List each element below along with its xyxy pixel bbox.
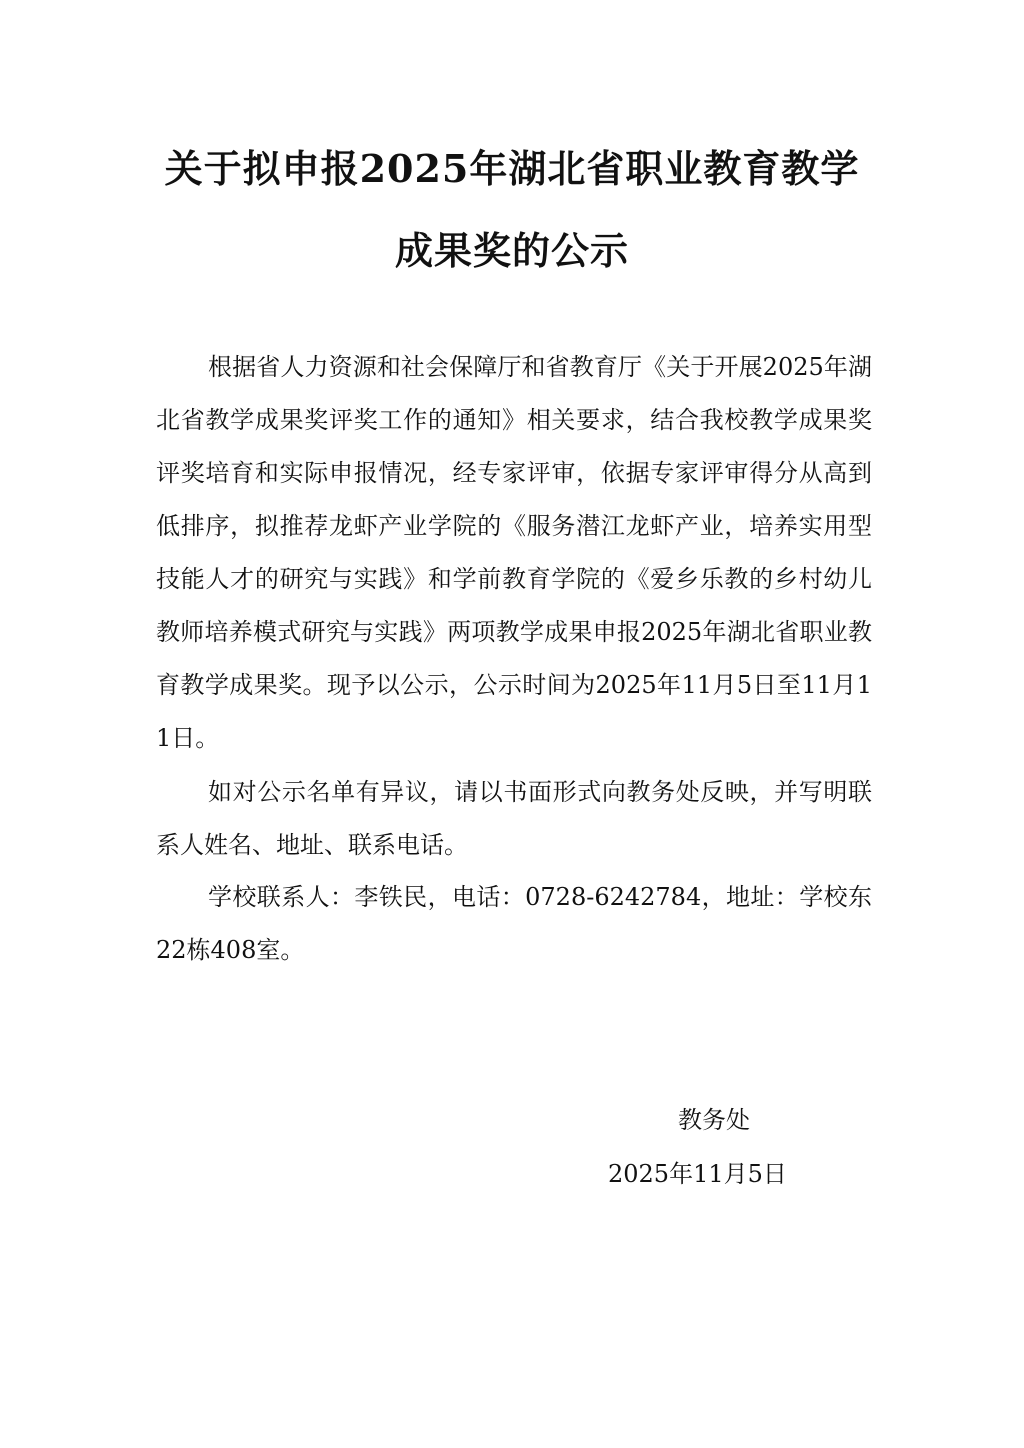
signature-date: 2025年11月5日 [608, 1160, 787, 1188]
document-title-line-2: 成果奖的公示 [394, 228, 629, 273]
body-paragraph-contact: 学校联系人：李铁民，电话：0728-6242784，地址：学校东22栋408室。 [156, 883, 872, 964]
document-title-line-1: 关于拟申报2025年湖北省职业教育教学 [164, 146, 860, 191]
body-paragraph-objection: 如对公示名单有异议，请以书面形式向教务处反映，并写明联系人姓名、地址、联系电话。 [156, 778, 872, 859]
signature-office: 教务处 [678, 1106, 750, 1134]
body-paragraph-announcement: 根据省人力资源和社会保障厅和省教育厅《关于开展2025年湖北省教学成果奖评奖工作的通知》相关要求，结合我校教学成果奖评奖培育和实际申报情况，经专家评审，依据专家评审得分从高到低排序，拟推荐龙虾产业学院的《服务潜江龙虾产业，培养实用型技能人才的研究与实践》和学前教育学院的《爱乡乐教的乡村幼儿教师培养模式研究与实践》两项教学成果申报2025年湖北省职业教育教学成果奖。现予以公示，公示时间为2025年11月5日至11月11日。 [156, 353, 872, 752]
